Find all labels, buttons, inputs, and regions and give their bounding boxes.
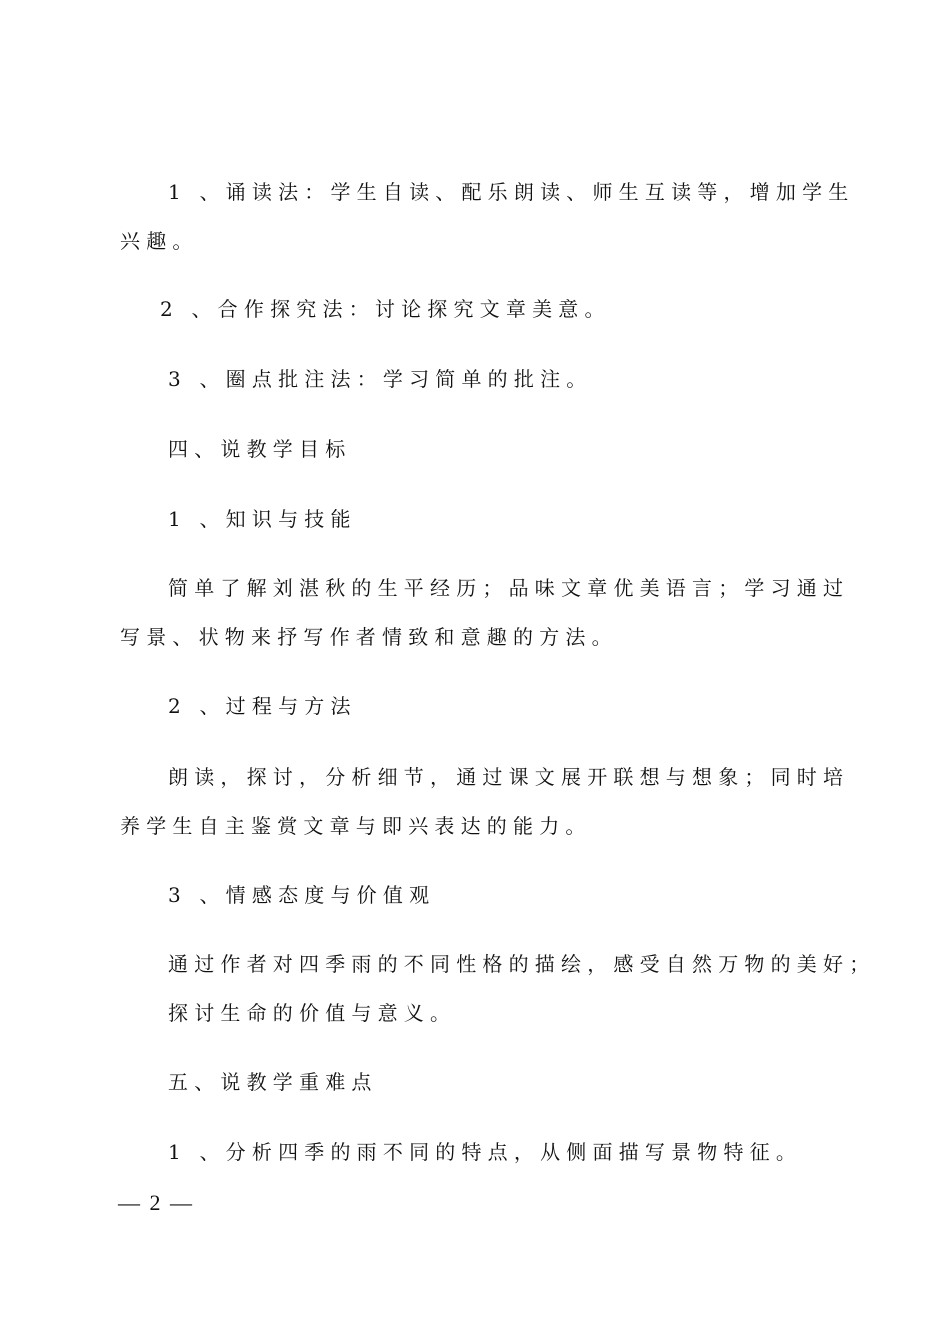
section-heading-teaching-goals: 四、说教学目标 — [168, 437, 352, 461]
paragraph-method-recitation-line-2: 兴趣。 — [120, 229, 199, 253]
subheading-process-methods: 2 、过程与方法 — [168, 694, 357, 718]
paragraph-method-recitation-line-1: 1 、诵读法：学生自读、配乐朗读、师生互读等，增加学生 — [168, 180, 855, 204]
paragraph-method-annotation: 3 、圈点批注法：学习简单的批注。 — [168, 367, 593, 391]
paragraph-emotion-line-2: 探讨生命的价值与意义。 — [168, 1001, 457, 1025]
paragraph-process-line-2: 养学生自主鉴赏文章与即兴表达的能力。 — [120, 814, 592, 838]
page-number: — 2 — — [118, 1190, 194, 1215]
subheading-emotion-values: 3 、情感态度与价值观 — [168, 883, 436, 907]
paragraph-key-point-1: 1 、分析四季的雨不同的特点，从侧面描写景物特征。 — [168, 1140, 803, 1164]
paragraph-emotion-line-1: 通过作者对四季雨的不同性格的描绘，感受自然万物的美好； — [168, 952, 876, 976]
subheading-knowledge-skills: 1 、知识与技能 — [168, 507, 357, 531]
paragraph-knowledge-line-1: 简单了解刘湛秋的生平经历；品味文章优美语言；学习通过 — [168, 576, 850, 600]
paragraph-method-cooperation: 2 、合作探究法：讨论探究文章美意。 — [160, 297, 611, 321]
paragraph-knowledge-line-2: 写景、状物来抒写作者情致和意趣的方法。 — [120, 625, 618, 649]
paragraph-process-line-1: 朗读，探讨，分析细节，通过课文展开联想与想象；同时培 — [168, 765, 850, 789]
section-heading-key-points: 五、说教学重难点 — [168, 1070, 378, 1094]
